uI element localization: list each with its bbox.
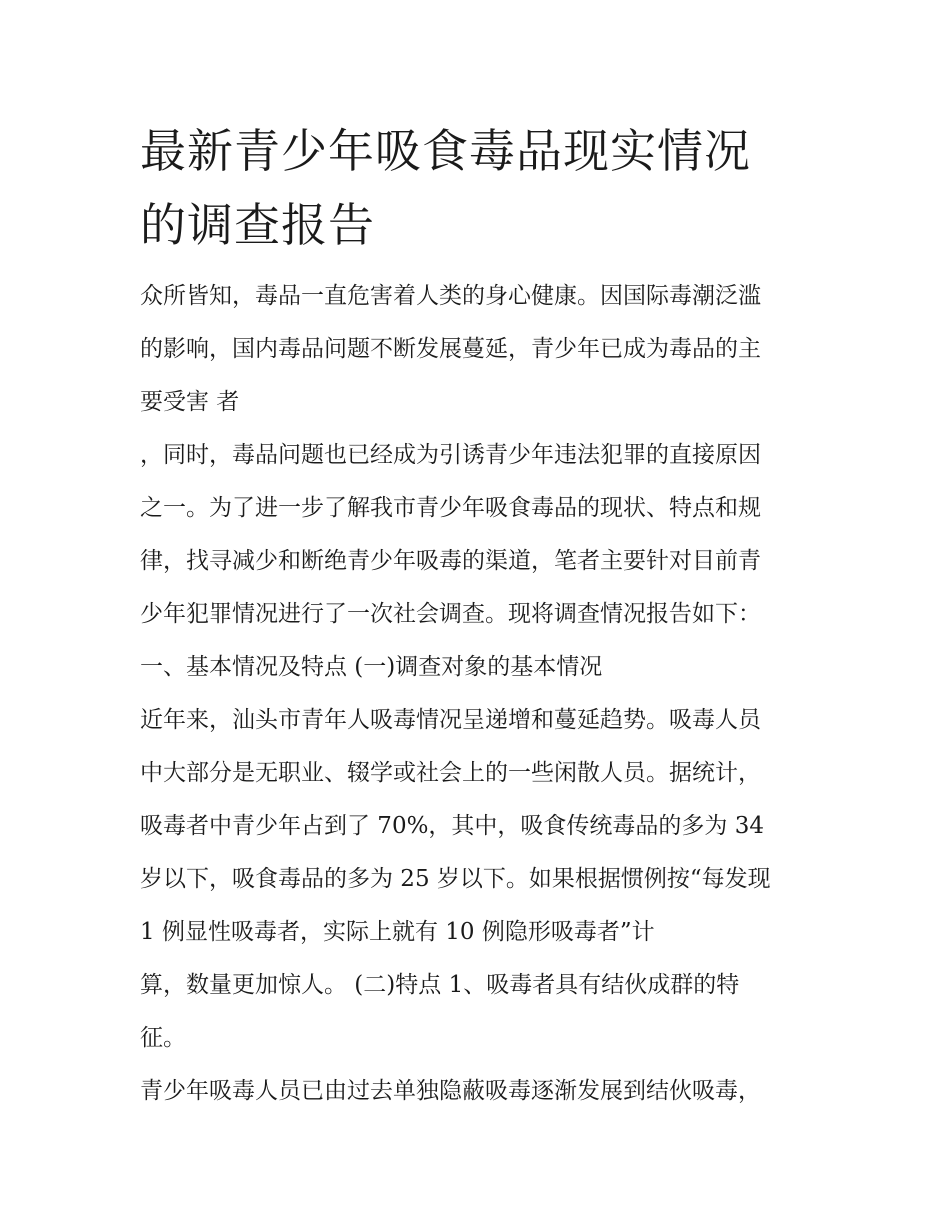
- document-body: [140, 270, 820, 1118]
- body-line: 众所皆知，毒品一直危害着人类的身心健康。因国际毒潮泛滥: [140, 283, 761, 309]
- title-line: 最新青少年吸食毒品现实情况: [140, 124, 751, 178]
- body-line: 律，找寻减少和断绝青少年吸毒的渠道，笔者主要针对目前青: [140, 548, 761, 574]
- body-line: 少年犯罪情况进行了一次社会调查。现将调查情况报告如下：: [140, 601, 761, 627]
- body-line: 要受害 者: [140, 389, 240, 415]
- title-line: 的调查报告: [140, 198, 375, 252]
- body-line: 中大部分是无职业、辍学或社会上的一些闲散人员。据统计，: [140, 760, 761, 786]
- body-line: 的影响，国内毒品问题不断发展蔓延，青少年已成为毒品的主: [140, 336, 761, 362]
- document-title: [140, 114, 820, 262]
- body-line: 征。: [140, 1025, 186, 1051]
- body-line: 之一。为了进一步了解我市青少年吸食毒品的现状、特点和规: [140, 495, 761, 521]
- body-line: 近年来，汕头市青年人吸毒情况呈递增和蔓延趋势。吸毒人员: [140, 707, 761, 733]
- body-line: 算，数量更加惊人。 (二)特点 1、吸毒者具有结伙成群的特: [140, 972, 740, 998]
- body-line: 1 例显性吸毒者，实际上就有 10 例隐形吸毒者”计: [140, 919, 655, 945]
- body-line: ，同时，毒品问题也已经成为引诱青少年违法犯罪的直接原因: [140, 442, 761, 468]
- body-line: 岁以下，吸食毒品的多为 25 岁以下。如果根据惯例按“每发现: [140, 866, 771, 892]
- section-heading: 一、基本情况及特点 (一)调查对象的基本情况: [140, 654, 603, 680]
- body-line: 吸毒者中青少年占到了 70%，其中，吸食传统毒品的多为 34: [140, 813, 765, 839]
- body-line: 青少年吸毒人员已由过去单独隐蔽吸毒逐渐发展到结伙吸毒，: [140, 1078, 761, 1104]
